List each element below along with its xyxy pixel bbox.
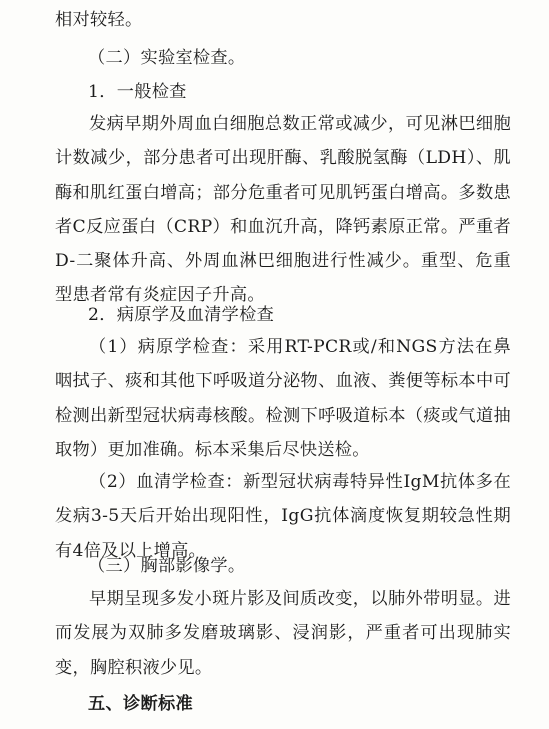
- carryover-text: 相对较轻。: [55, 10, 143, 30]
- section-lab-heading: （二）实验室检查。: [88, 48, 246, 68]
- pathogen-exam-paragraph: （1）病原学检查：采用RT-PCR或/和NGS方法在鼻咽拭子、痰和其他下呼吸道分泌物、血液、粪便等标本中可检测出新型冠状病毒核酸。检测下呼吸道标本（痰或气道抽取物）更加准确。标本采集后尽快送检。: [55, 337, 511, 460]
- section-imaging-heading: （三）胸部影像学。: [88, 556, 246, 576]
- serology-exam-paragraph: （2）血清学检查：新型冠状病毒特异性IgM抗体多在发病3-5天后开始出现阳性，IgG抗体滴度恢复期较急性期有4倍及以上增高。: [55, 472, 511, 561]
- section-diagnosis-heading: 五、诊断标准: [88, 694, 193, 714]
- pathogen-serology-heading: 2．病原学及血清学检查: [88, 305, 275, 325]
- general-exam-heading: 1．一般检查: [88, 82, 187, 102]
- imaging-paragraph: 早期呈现多发小斑片影及间质改变，以肺外带明显。进而发展为双肺多发磨玻璃影、浸润影，严重者可出现肺实变，胸腔积液少见。: [55, 589, 511, 678]
- general-exam-paragraph: 发病早期外周血白细胞总数正常或减少，可见淋巴细胞计数减少，部分患者可出现肝酶、乳酸脱氢酶（LDH）、肌酶和肌红蛋白增高；部分危重者可见肌钙蛋白增高。多数患者C反应蛋白（CRP）和血沉升高，降钙素原正常。严重者D-二聚体升高、外周血淋巴细胞进行性减少。重型、危重型患者常有炎症因子升高。: [55, 114, 511, 306]
